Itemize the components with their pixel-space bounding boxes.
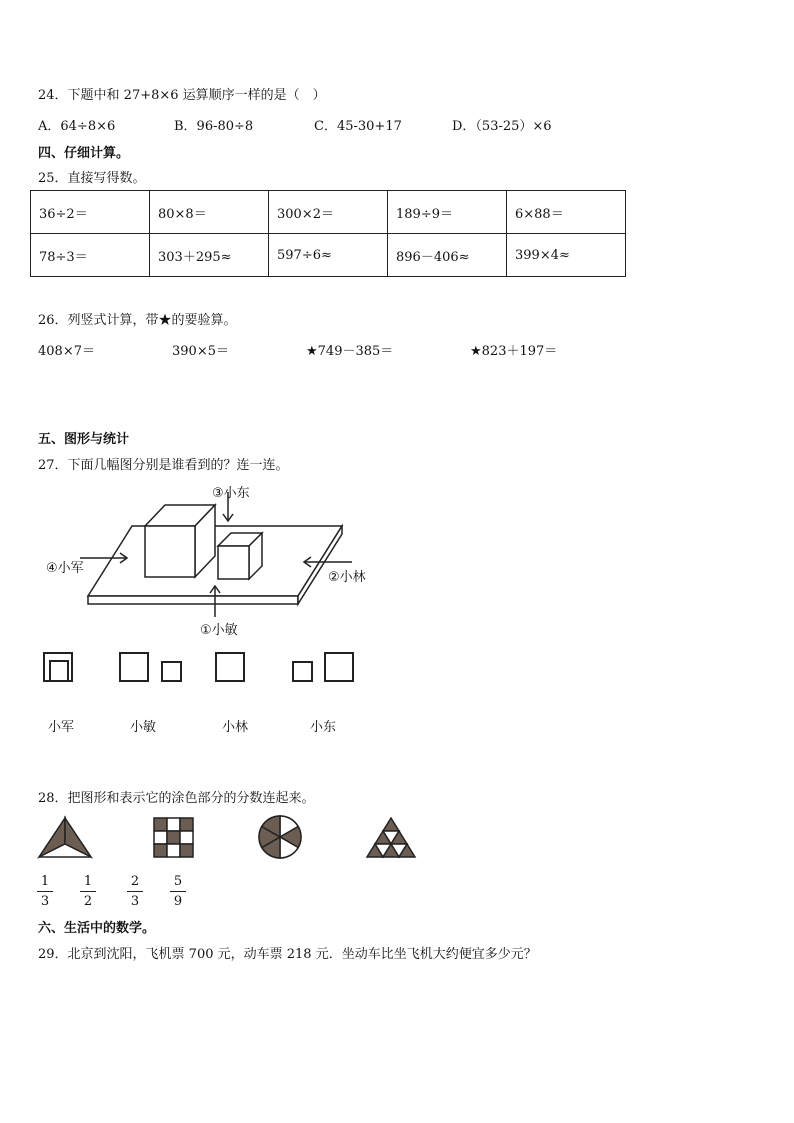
table-cell: 80×8＝ [150, 191, 269, 234]
table-cell: 36÷2＝ [31, 191, 150, 234]
label-xiaolin: ②小林 [328, 570, 366, 585]
q26-question: 26．列竖式计算，带★的要验算。 [38, 313, 237, 328]
table-cell: 6×88＝ [507, 191, 626, 234]
fraction-numerator: 1 [83, 874, 93, 889]
view-option-1[interactable] [43, 652, 73, 682]
q24-option-b[interactable]: B．96-80÷8 [174, 119, 254, 134]
table-row [31, 234, 626, 277]
view-option-4-small[interactable] [292, 661, 313, 682]
table-cell: 303＋295≈ [150, 234, 269, 277]
fraction-bar [127, 891, 143, 892]
section-4-heading: 四、仔细计算。 [38, 146, 130, 161]
view-option-2-small[interactable] [161, 661, 182, 682]
fraction-bar [37, 891, 53, 892]
fraction-denominator: 3 [40, 894, 50, 909]
q28-question: 28．把图形和表示它的涂色部分的分数连起来。 [38, 791, 315, 806]
fraction-5-9[interactable] [170, 874, 186, 909]
view-option-3[interactable] [215, 652, 245, 682]
fraction-denominator: 3 [130, 894, 140, 909]
table-cell: 189÷9＝ [388, 191, 507, 234]
table-cell: 78÷3＝ [31, 234, 150, 277]
fraction-1-2[interactable] [80, 874, 96, 909]
table-cell: 399×4≈ [507, 234, 626, 277]
q26-item: 390×5＝ [172, 344, 229, 359]
board-front [88, 596, 298, 604]
table-cell: 300×2＝ [269, 191, 388, 234]
view-option-1-inner [49, 660, 69, 682]
section-6-heading: 六、生活中的数学。 [38, 921, 156, 936]
q27-question: 27．下面几幅图分别是谁看到的？连一连。 [38, 458, 289, 473]
q24-option-c[interactable]: C．45-30+17 [314, 119, 402, 134]
view-option-4-large[interactable] [324, 652, 354, 682]
name-xiaojun[interactable]: 小军 [48, 720, 75, 735]
shape-circle-sixths[interactable] [259, 816, 301, 858]
q24-option-d[interactable]: D．（53-25）×6 [452, 119, 552, 134]
shape-triangle-thirds[interactable] [39, 818, 91, 857]
fraction-denominator: 2 [83, 894, 93, 909]
label-xiaomin: ①小敏 [200, 623, 238, 638]
fraction-1-3[interactable] [37, 874, 53, 909]
shape-triangle-subdivided[interactable] [367, 818, 415, 857]
shape-grid-ninths[interactable] [154, 818, 193, 857]
q25-question: 25．直接写得数。 [38, 171, 146, 186]
small-cube-front [218, 546, 249, 579]
q26-item: ★823＋197＝ [470, 344, 558, 359]
table-cell: 896－406≈ [388, 234, 507, 277]
fraction-denominator: 9 [173, 894, 183, 909]
q28-shapes [36, 814, 426, 864]
name-xiaolin[interactable]: 小林 [222, 720, 249, 735]
table-row [31, 191, 626, 234]
q25-table [30, 190, 626, 277]
q24-question: 24．下题中和 27+8×6 运算顺序一样的是（ ） [38, 88, 326, 103]
name-xiaodong[interactable]: 小东 [310, 720, 337, 735]
q24-option-a[interactable]: A．64÷8×6 [38, 119, 116, 134]
name-xiaomin[interactable]: 小敏 [130, 720, 157, 735]
big-cube-front [145, 526, 195, 577]
fraction-2-3[interactable] [127, 874, 143, 909]
q26-item: ★749－385＝ [306, 344, 394, 359]
fraction-numerator: 1 [40, 874, 50, 889]
label-xiaojun: ④小军 [46, 561, 84, 576]
fraction-bar [80, 891, 96, 892]
view-option-2-large[interactable] [119, 652, 149, 682]
section-5-heading: 五、图形与统计 [38, 432, 130, 447]
label-xiaodong: ③小东 [212, 486, 250, 501]
table-cell: 597÷6≈ [269, 234, 388, 277]
fraction-numerator: 5 [173, 874, 183, 889]
q26-item: 408×7＝ [38, 344, 95, 359]
q29-question: 29．北京到沈阳，飞机票 700 元，动车票 218 元．坐动车比坐飞机大约便宜多少元？ [38, 947, 537, 962]
fraction-bar [170, 891, 186, 892]
fraction-numerator: 2 [130, 874, 140, 889]
